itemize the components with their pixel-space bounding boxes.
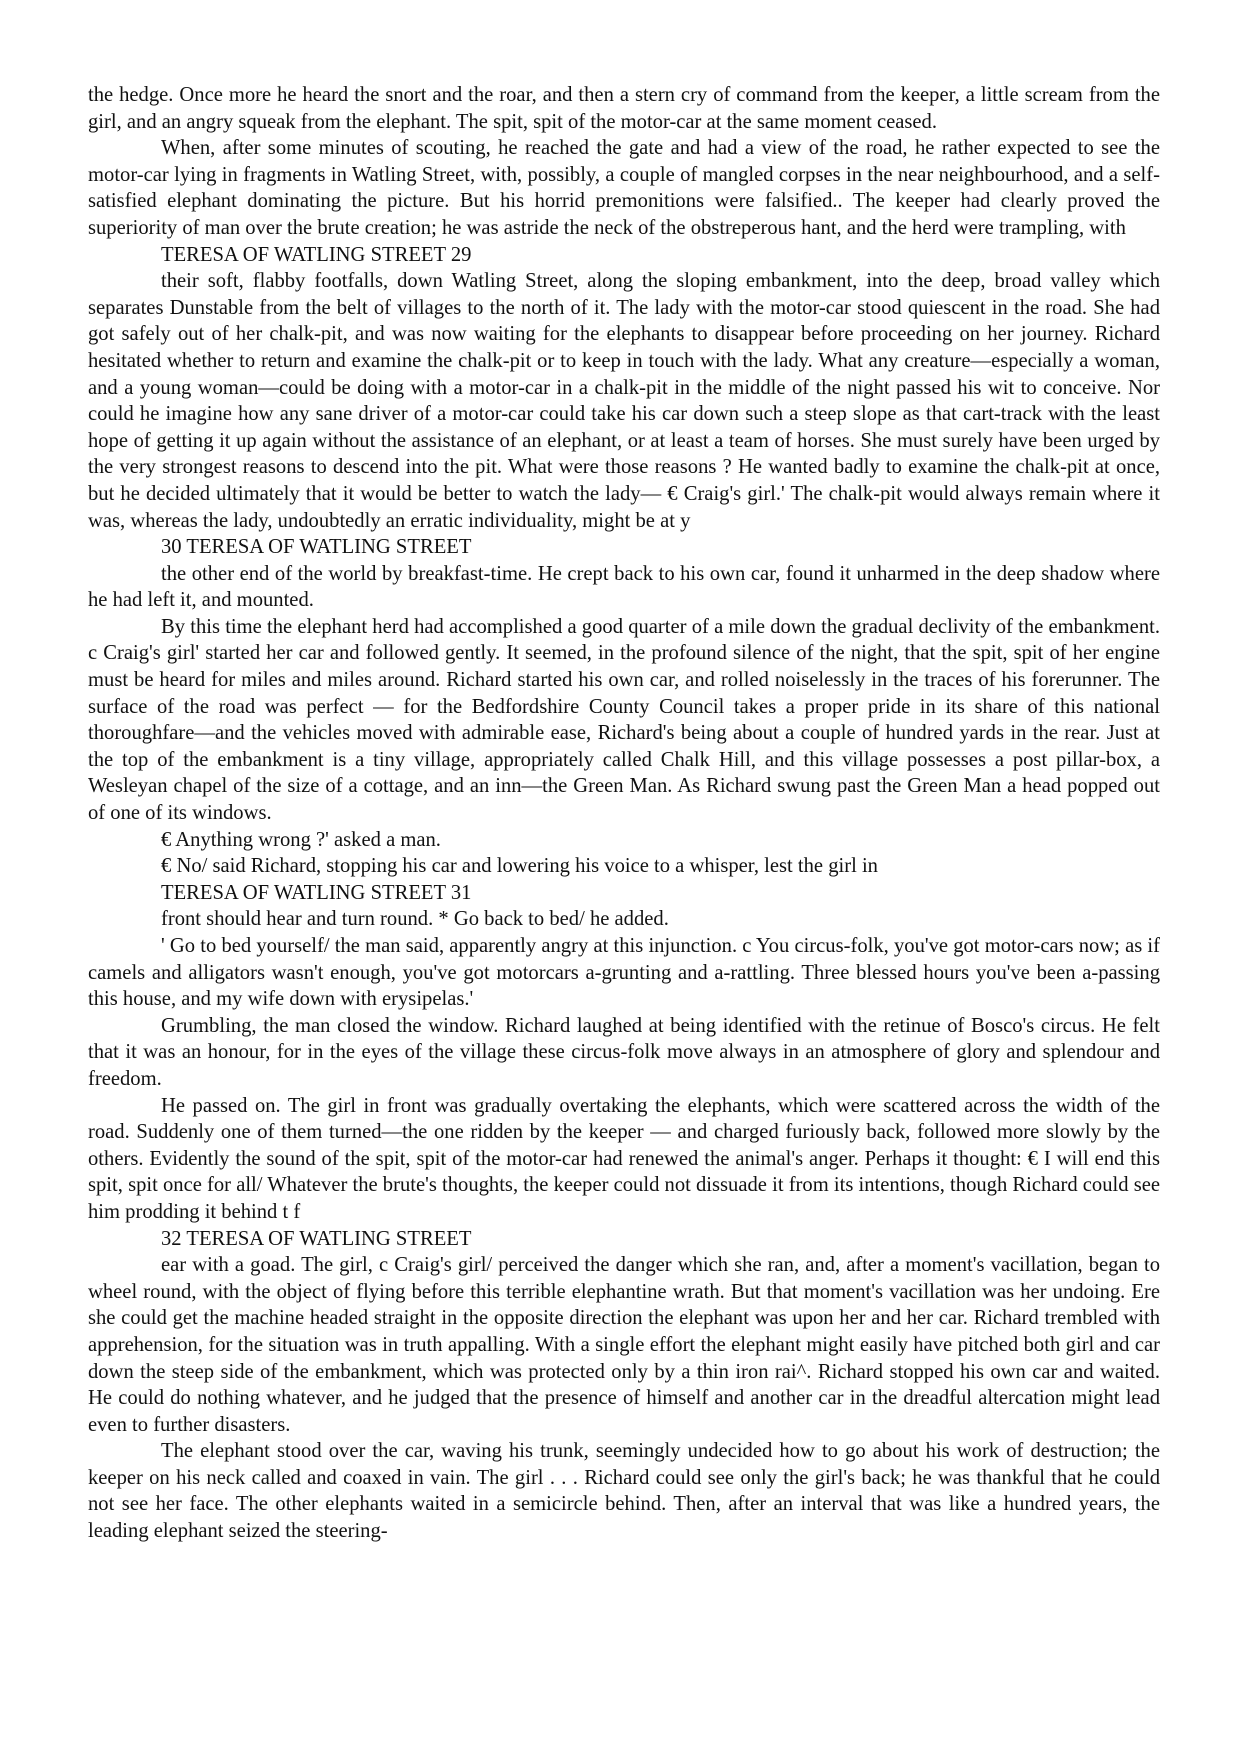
paragraph-6: € Anything wrong ?' asked a man. (161, 828, 441, 851)
paragraph-2: When, after some minutes of scouting, he reached the gate and had a view of the road, he rather expected to see the motor-car lying in fragments in Watling Street, with, possibly, a couple of mangled corpses in the near neighbourhood, and a self-satisfied elephant dominating the picture. But his horrid premonitions were falsified.. The keeper had clearly proved the superiority of man over the brute creation; he was astride the neck of the obstreperous hant, and the herd were trampling, with (88, 137, 1160, 239)
paragraph-5: By this time the elephant herd had accomplished a good quarter of a mile down the gradual declivity of the embankment. c Craig's girl' started her car and followed gently. It seemed, in the profound silence of the night, that the spit, spit of her engine must be heard for miles and miles around. Richard started his own car, and rolled noiselessly in the traces of his forerunner. The surface of the road was perfect — for the Bedfordshire County Council takes a proper pride in its share of this national thoroughfare—and the vehicles moved with admirable ease, Richard's being about a couple of hundred yards in the rear. Just at the top of the embankment is a tiny village, appropriately called Chalk Hill, and this village possesses a post pillar-box, a Wesleyan chapel of the size of a cottage, and an inn—the Green Man. As Richard swung past the Green Man a head popped out of one of its windows. (88, 615, 1160, 825)
running-header-31: TERESA OF WATLING STREET 31 (161, 881, 472, 904)
paragraph-13: The elephant stood over the car, waving his trunk, seemingly undecided how to go about his work of destruction; the keeper on his neck called and coaxed in vain. The girl . . . Richard could see only the girl's back; he was thankful that he could not see her face. The other elephants waited in a semicircle behind. Then, after an interval that was like a hundred years, the leading elephant seized the steering- (88, 1440, 1160, 1543)
paragraph-7: € No/ said Richard, stopping his car and lowering his voice to a whisper, lest the girl in (161, 855, 878, 878)
running-header-30: 30 TERESA OF WATLING STREET (161, 536, 472, 559)
paragraph-9: ' Go to bed yourself/ the man said, apparently angry at this injunction. c You circus-folk, you've got motor-cars now; as if camels and alligators wasn't enough, you've got motorcars a-grunting and a-rattling. Three blessed hours you've been a-passing this house, and my wife down with erysipelas.' (88, 935, 1160, 1011)
paragraph-12: ear with a goad. The girl, c Craig's girl/ perceived the danger which she ran, and, after a moment's vacillation, began to wheel round, with the object of flying before this terrible elephantine wrath. But that moment's vacillation was her undoing. Ere she could get the machine headed straight in the opposite direction the elephant was upon her and her car. Richard trembled with apprehension, for the situation was in truth appalling. With a single effort the elephant might easily have pitched both girl and car down the steep side of the embankment, which was protected only by a thin iron rai^. Richard stopped his own car and waited. He could do nothing whatever, and he judged that the presence of himself and another car in the dreadful altercation might lead even to further disasters. (88, 1254, 1160, 1436)
document-page (88, 82, 1160, 1545)
running-header-32: 32 TERESA OF WATLING STREET (161, 1227, 472, 1250)
paragraph-3: their soft, flabby footfalls, down Watling Street, along the sloping embankment, into the deep, broad valley which separates Dunstable from the belt of villages to the north of it. The lady with the motor-car stood quiescent in the road. She had got safely out of her chalk-pit, and was now waiting for the elephants to disappear before proceeding on her journey. Richard hesitated whether to return and examine the chalk-pit or to keep in touch with the lady. What any creature—especially a woman, and a young woman—could be doing with a motor-car in a chalk-pit in the middle of the night passed his wit to conceive. Nor could he imagine how any sane driver of a motor-car could take his car down such a steep slope as that cart-track with the least hope of getting it up again without the assistance of an elephant, or at least a team of horses. She must surely have been urged by the very strongest reasons to descend into the pit. What were those reasons ? He wanted badly to examine the chalk-pit at once, but he decided ultimately that it would be better to watch the lady— € Craig's girl.' The chalk-pit would always remain where it was, whereas the lady, undoubtedly an erratic individuality, might be at y (88, 270, 1160, 532)
paragraph-10: Grumbling, the man closed the window. Richard laughed at being identified with the retinue of Bosco's circus. He felt that it was an honour, for in the eyes of the village these circus-folk move always in an atmosphere of glory and splendour and freedom. (88, 1014, 1160, 1090)
paragraph-8: front should hear and turn round. * Go back to bed/ he added. (161, 908, 669, 931)
paragraph-1: the hedge. Once more he heard the snort and the roar, and then a stern cry of command from the keeper, a little scream from the girl, and an angry squeak from the elephant. The spit, spit of the motor-car at the same moment ceased. (88, 84, 1160, 133)
running-header-29: TERESA OF WATLING STREET 29 (161, 243, 472, 266)
paragraph-11: He passed on. The girl in front was gradually overtaking the elephants, which were scattered across the width of the road. Suddenly one of them turned—the one ridden by the keeper — and charged furiously back, followed more slowly by the others. Evidently the sound of the spit, spit of the motor-car had renewed the animal's anger. Perhaps it thought: € I will end this spit, spit once for all/ Whatever the brute's thoughts, the keeper could not dissuade it from its intentions, though Richard could see him prodding it behind t f (88, 1094, 1160, 1223)
paragraph-4: the other end of the world by breakfast-time. He crept back to his own car, found it unharmed in the deep shadow where he had left it, and mounted. (88, 562, 1160, 612)
